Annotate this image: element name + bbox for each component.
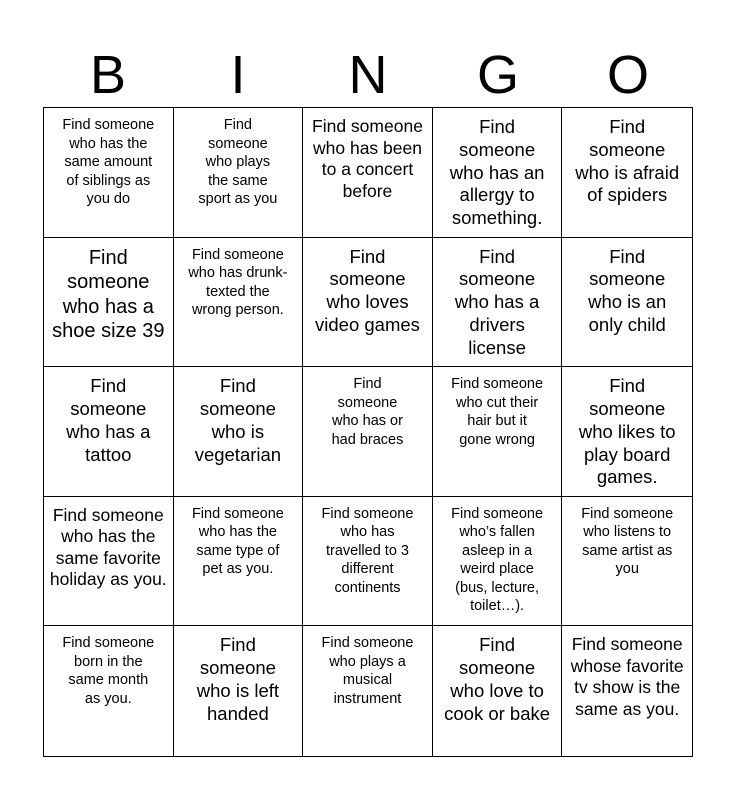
- cell-text: Find someone who has a shoe size 39: [52, 246, 165, 343]
- cell-text: Find someone who is afraid of spiders: [575, 116, 680, 206]
- bingo-cell[interactable]: [303, 497, 433, 627]
- cell-text: Find someone who’s fallen asleep in a weird place (bus, lecture, toilet…).: [451, 505, 544, 615]
- bingo-cell[interactable]: [562, 626, 692, 756]
- bingo-cell[interactable]: [174, 367, 304, 497]
- cell-text: Find someone who is left handed: [196, 634, 280, 724]
- cell-text: Find someone who cut their hair but it gone wrong: [451, 376, 544, 448]
- header-letter-b: B: [89, 45, 127, 105]
- cell-text: Find someone who has drunk-texted the wrong person.: [188, 246, 288, 319]
- header-letter-n: N: [348, 45, 388, 105]
- bingo-cell[interactable]: [562, 367, 692, 497]
- cell-text: Find someone who has an allergy to something.: [449, 116, 545, 229]
- cell-text: Find someone who has the same amount of siblings as you do: [62, 117, 155, 207]
- bingo-cell[interactable]: [303, 626, 433, 756]
- bingo-cell[interactable]: [174, 238, 304, 368]
- cell-text: Find someone whose favorite tv show is the same as you.: [570, 634, 684, 719]
- bingo-cell[interactable]: [433, 238, 563, 368]
- bingo-cell[interactable]: [44, 626, 174, 756]
- cell-text: Find someone who likes to play board games.: [578, 375, 676, 488]
- bingo-cell[interactable]: [433, 626, 563, 756]
- cell-text: Find someone who plays the same sport as you: [198, 117, 278, 207]
- cell-text: Find someone who has or had braces: [331, 376, 404, 448]
- bingo-cell[interactable]: [433, 367, 563, 497]
- cell-text: Find someone born in the same month as you.: [62, 635, 155, 707]
- cell-text: Find someone who has travelled to 3 different continents: [321, 505, 414, 596]
- bingo-cell[interactable]: [174, 626, 304, 756]
- bingo-cell[interactable]: [44, 238, 174, 368]
- cell-text: Find someone who love to cook or bake: [444, 634, 551, 724]
- bingo-cell[interactable]: [44, 497, 174, 627]
- cell-text: Find someone who has a tattoo: [66, 375, 151, 465]
- cell-text: Find someone who plays a musical instrument: [321, 635, 414, 707]
- bingo-cell[interactable]: [44, 108, 174, 238]
- cell-text: Find someone who has been to a concert before: [312, 116, 423, 201]
- cell-text: Find someone who has the same type of pet as you.: [191, 505, 284, 578]
- bingo-cell[interactable]: [562, 497, 692, 627]
- cell-text: Find someone who has the same favorite holiday as you.: [49, 504, 167, 590]
- bingo-cell[interactable]: [303, 367, 433, 497]
- bingo-cell[interactable]: [562, 108, 692, 238]
- cell-text: Find someone who is an only child: [588, 245, 667, 335]
- cell-text: Find someone who loves video games: [315, 245, 420, 335]
- bingo-cell[interactable]: [44, 367, 174, 497]
- bingo-cell[interactable]: [174, 108, 304, 238]
- bingo-cell[interactable]: [433, 108, 563, 238]
- bingo-cell[interactable]: [303, 238, 433, 368]
- cell-text: Find someone who listens to same artist as you: [581, 505, 674, 578]
- bingo-header: [43, 44, 693, 106]
- bingo-board: [43, 107, 693, 757]
- bingo-cell[interactable]: [303, 108, 433, 238]
- cell-text: Find someone who is vegetarian: [194, 375, 282, 465]
- bingo-cell[interactable]: [174, 497, 304, 627]
- bingo-cell[interactable]: [433, 497, 563, 627]
- header-letter-g: G: [476, 45, 519, 105]
- cell-text: Find someone who has a drivers license: [454, 245, 540, 358]
- bingo-cell[interactable]: [562, 238, 692, 368]
- header-letter-i: I: [230, 45, 246, 105]
- header-letter-o: O: [606, 45, 649, 105]
